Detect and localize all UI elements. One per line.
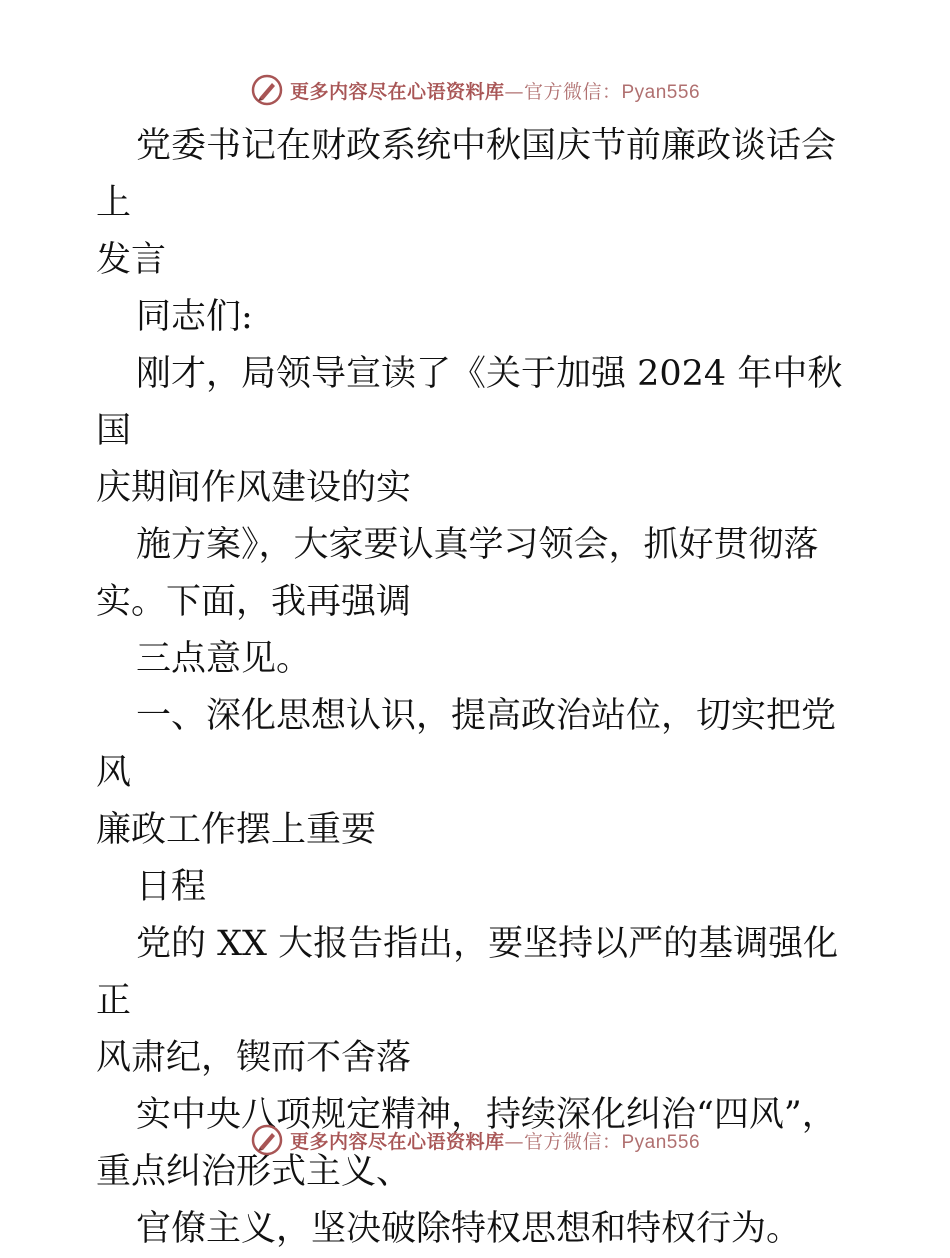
watermark-brand: 更多内容尽在心语资料库 — [289, 1130, 505, 1153]
watermark-dash: — — [504, 80, 524, 103]
footer-watermark — [0, 1120, 950, 1160]
document-line: 一、深化思想认识，提高政治站位，切实把党风 — [96, 696, 837, 793]
document-line: 官僚主义，坚决破除特权思想和特权行为。 — [136, 1209, 802, 1249]
pen-logo-icon — [250, 1123, 284, 1157]
watermark-brand: 更多内容尽在心语资料库 — [289, 80, 505, 103]
document-line: 庆期间作风建设的实 — [96, 468, 412, 508]
document-line: 施方案》，大家要认真学习领会，抓好贯彻落 — [136, 525, 819, 565]
document-line: 重点纠治形式主义、 — [96, 1152, 412, 1192]
document-line: 党的 XX 大报告指出，要坚持以严的基调强化正 — [96, 924, 839, 1021]
watermark-id: Pyan556 — [621, 81, 701, 103]
document-line: 风肃纪，锲而不舍落 — [96, 1038, 412, 1078]
document-line: 党委书记在财政系统中秋国庆节前廉政谈话会上 — [96, 126, 837, 223]
pen-logo-icon — [250, 73, 284, 107]
document-line: 实。下面，我再强调 — [96, 582, 412, 622]
document-body — [96, 118, 856, 1258]
document-line: 三点意见。 — [136, 639, 312, 679]
watermark-dash: — — [504, 1130, 524, 1153]
watermark-suffix: 官方微信： — [523, 80, 622, 103]
watermark-suffix: 官方微信： — [523, 1130, 622, 1153]
document-line: 实中央八项规定精神，持续深化纠治“四风”， — [136, 1095, 837, 1135]
document-line: 同志们: — [136, 297, 253, 337]
watermark-text — [290, 1127, 700, 1154]
watermark-id: Pyan556 — [621, 1131, 701, 1153]
document-line: 日程 — [136, 867, 207, 907]
document-line: 廉政工作摆上重要 — [96, 810, 377, 850]
watermark-text — [290, 77, 700, 104]
document-line: 发言 — [96, 240, 167, 280]
document-line: 刚才，局领导宣读了《关于加强 2024 年中秋国 — [96, 354, 843, 451]
header-watermark — [0, 70, 950, 110]
